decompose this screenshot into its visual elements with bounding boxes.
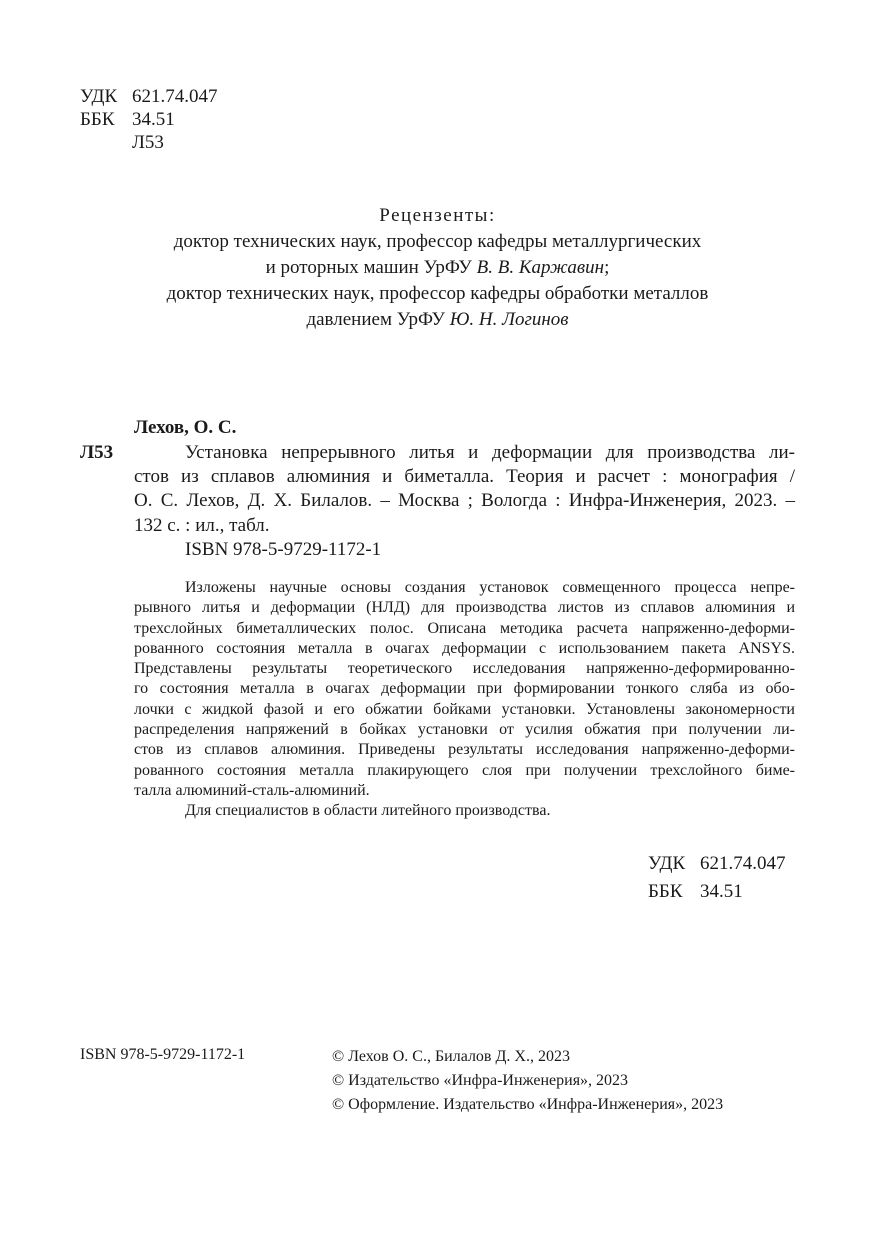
annotation-line: рывного литья и деформации (НЛД) для производства листов из сплавов алюминия и xyxy=(134,599,795,617)
copyright-line: © Оформление. Издательство «Инфра-Инженерия», 2023 xyxy=(332,1096,724,1113)
bbk-value: 34.51 xyxy=(132,109,175,130)
bib-line: стов из сплавов алюминия и биметалла. Теория и расчет : монография / xyxy=(134,466,795,488)
annotation-line: Изложены научные основы создания установок совмещенного процесса непре- xyxy=(185,579,795,596)
annotation-audience: Для специалистов в области литейного производства. xyxy=(185,802,551,820)
reviewer-line: и роторных машин УрФУ В. В. Каржавин; xyxy=(265,257,610,278)
bib-line: О. С. Лехов, Д. Х. Билалов. – Москва ; Вологда : Инфра-Инженерия, 2023. – xyxy=(134,490,795,512)
udk-row xyxy=(80,85,218,108)
bib-line: Установка непрерывного литья и деформации для производства ли- xyxy=(185,442,795,463)
bib-isbn: ISBN 978-5-9729-1172-1 xyxy=(185,538,382,560)
udk-label: УДК xyxy=(80,86,118,107)
bib-author: Лехов, О. С. xyxy=(134,417,237,438)
reviewer-name: Ю. Н. Логинов xyxy=(449,309,569,330)
copyright-line: © Лехов О. С., Билалов Д. Х., 2023 xyxy=(332,1048,570,1065)
annotation-line: талла алюминий-сталь-алюминий. xyxy=(134,781,370,799)
bbk-row xyxy=(80,108,218,131)
annotation-line: Представлены результаты теоретического исследования напряженно-деформированно- xyxy=(134,660,795,678)
udk-row xyxy=(648,850,786,878)
author-mark: Л53 xyxy=(132,132,164,153)
annotation xyxy=(134,578,795,822)
reviewer-line: доктор технических наук, профессор кафедры обработки металлов xyxy=(166,283,709,304)
footer-isbn: ISBN 978-5-9729-1172-1 xyxy=(80,1046,246,1063)
annotation-line: распределения напряжений в бойках установки от усилия обжатия при получении ли- xyxy=(134,721,795,739)
udk-label: УДК xyxy=(648,853,686,874)
annotation-line: трехслойных биметаллических полос. Описана методика расчета напряженно-деформи- xyxy=(134,619,795,637)
bib-code: Л53 xyxy=(80,442,114,463)
classification-top xyxy=(80,85,218,154)
reviewer-line: давлением УрФУ Ю. Н. Логинов xyxy=(306,309,569,330)
copyright-line: © Издательство «Инфра-Инженерия», 2023 xyxy=(332,1072,629,1089)
bbk-label: ББК xyxy=(648,881,683,902)
copyright-block xyxy=(332,1045,723,1117)
bbk-label: ББК xyxy=(80,109,115,130)
bib-line: 132 с. : ил., табл. xyxy=(134,514,270,536)
annotation-line: лочки с жидкой фазой и его обжатии бойками установки. Установлены закономерности xyxy=(134,700,795,718)
reviewer-name: В. В. Каржавин xyxy=(476,257,605,278)
bib-description xyxy=(134,441,795,562)
bbk-row xyxy=(648,878,786,906)
annotation-line: рованного состояния металла в очагах деформации с использованием пакета ANSYS. xyxy=(134,639,795,657)
classification-bottom xyxy=(648,850,786,906)
reviewers-block xyxy=(80,203,795,333)
udk-value: 621.74.047 xyxy=(700,853,786,874)
annotation-line: рованного состояния металла плакирующего слоя при получении трехслойного биме- xyxy=(134,761,795,779)
bbk-value: 34.51 xyxy=(700,881,743,902)
annotation-line: го состояния металла в очагах деформации при формировании тонкого сляба из обо- xyxy=(134,680,795,698)
udk-value: 621.74.047 xyxy=(132,86,218,107)
reviewer-line: доктор технических наук, профессор кафедры металлургических xyxy=(173,231,702,252)
reviewers-header: Рецензенты: xyxy=(379,205,496,226)
annotation-line: стов из сплавов алюминия. Приведены результаты исследования напряженно-деформи- xyxy=(134,741,795,759)
